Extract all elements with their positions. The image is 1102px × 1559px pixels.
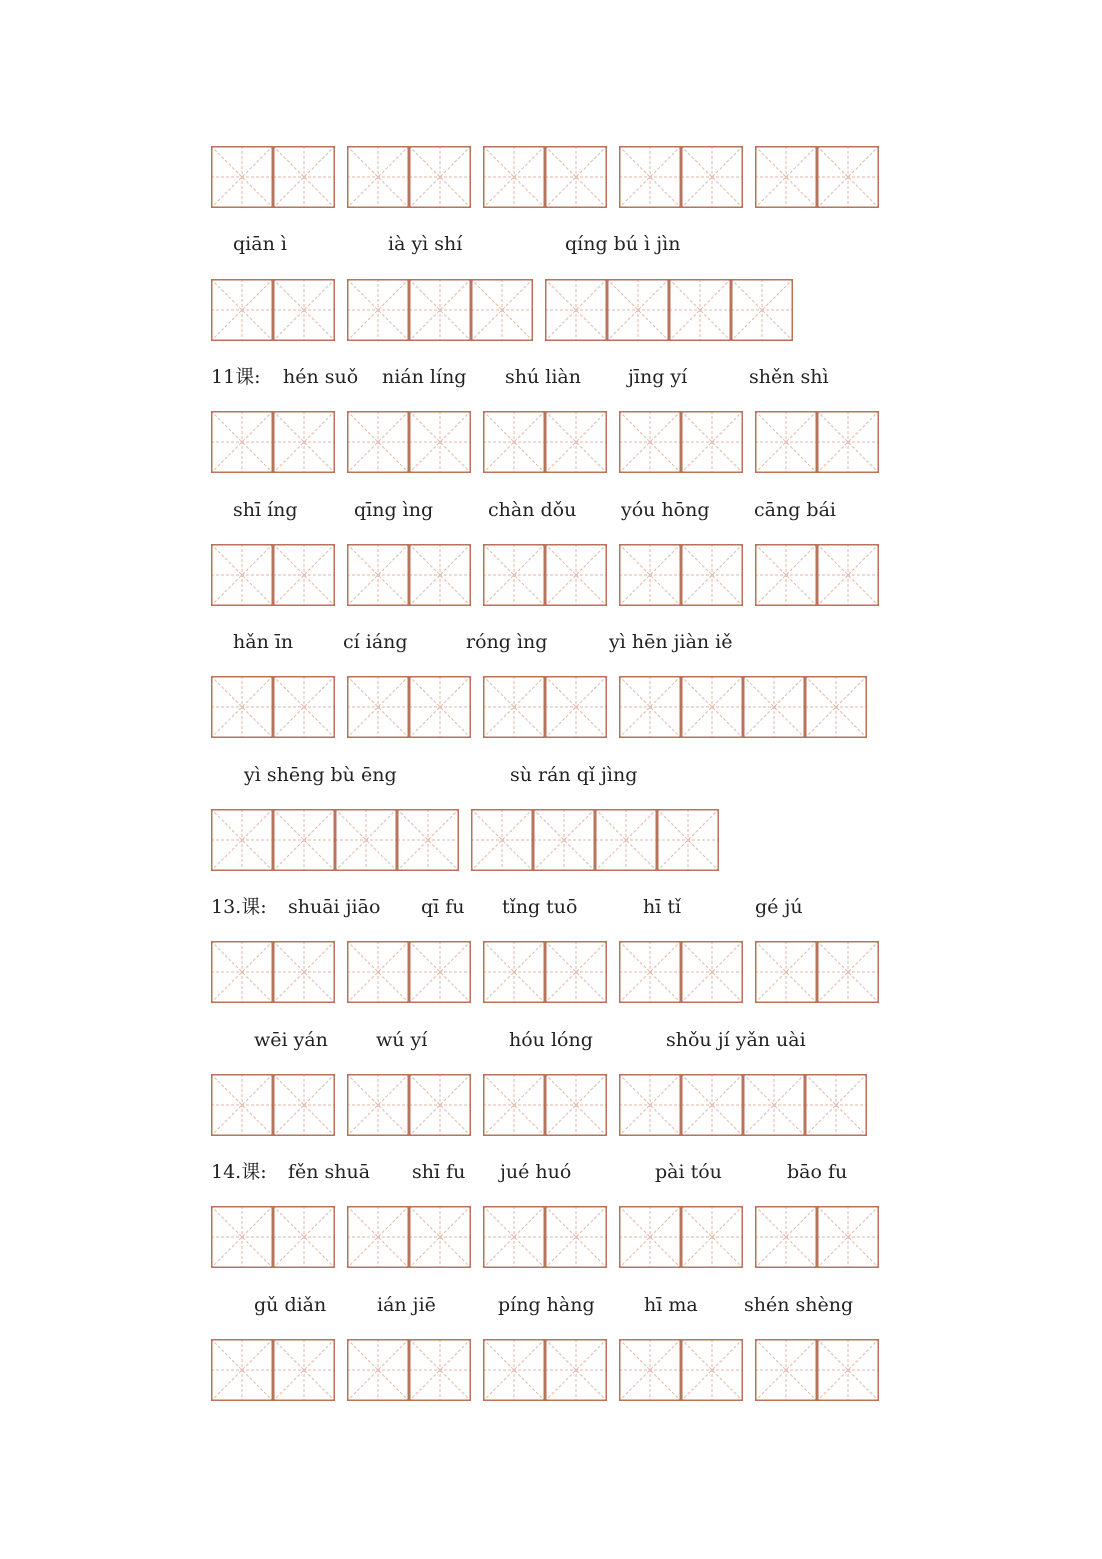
writing-cell[interactable] <box>273 1339 335 1401</box>
writing-cell[interactable] <box>681 1074 743 1136</box>
writing-grid-row <box>211 279 795 341</box>
pinyin-word: nián líng <box>382 366 467 388</box>
writing-cell[interactable] <box>211 146 273 208</box>
pinyin-word: shú liàn <box>505 366 581 388</box>
writing-cell[interactable] <box>545 1074 607 1136</box>
lesson-label: 14.课: <box>211 1161 267 1183</box>
writing-cell[interactable] <box>669 279 731 341</box>
pinyin-word: píng hàng <box>498 1294 595 1316</box>
writing-cell[interactable] <box>211 676 273 738</box>
writing-cell[interactable] <box>409 941 471 1003</box>
writing-cell[interactable] <box>397 809 459 871</box>
writing-cell[interactable] <box>619 941 681 1003</box>
writing-cell[interactable] <box>273 279 335 341</box>
pinyin-word: shī fu <box>412 1161 466 1183</box>
pinyin-word: cí iáng <box>343 631 408 653</box>
pinyin-word: shǒu jí yǎn uài <box>666 1029 806 1051</box>
pinyin-word: wú yí <box>376 1029 428 1051</box>
pinyin-word: chàn dǒu <box>488 499 577 521</box>
writing-cell[interactable] <box>347 411 409 473</box>
writing-cell[interactable] <box>817 941 879 1003</box>
pinyin-word: jué huó <box>500 1161 572 1183</box>
writing-grid-row <box>211 146 881 208</box>
writing-cell[interactable] <box>545 1206 607 1268</box>
pinyin-word: qī fu <box>421 896 465 918</box>
writing-cell[interactable] <box>409 146 471 208</box>
lesson-label: 11课: <box>211 366 261 388</box>
writing-grid-row <box>211 941 881 1003</box>
writing-cell[interactable] <box>619 411 681 473</box>
writing-cell[interactable] <box>483 1074 545 1136</box>
writing-cell[interactable] <box>743 676 805 738</box>
pinyin-word: shén shèng <box>744 1294 854 1316</box>
writing-cell[interactable] <box>273 411 335 473</box>
writing-cell[interactable] <box>545 146 607 208</box>
writing-grid-row <box>211 1339 881 1401</box>
pinyin-word: hī ma <box>644 1294 698 1316</box>
writing-cell[interactable] <box>755 941 817 1003</box>
pinyin-word: sù rán qǐ jìng <box>510 764 638 786</box>
writing-cell[interactable] <box>409 411 471 473</box>
pinyin-word: qīng ìng <box>354 499 434 521</box>
writing-cell[interactable] <box>211 279 273 341</box>
pinyin-word: hén suǒ <box>283 366 359 388</box>
pinyin-word: ián jiē <box>377 1294 436 1316</box>
writing-cell[interactable] <box>681 146 743 208</box>
writing-cell[interactable] <box>681 411 743 473</box>
writing-cell[interactable] <box>347 941 409 1003</box>
writing-cell[interactable] <box>347 279 409 341</box>
pinyin-word: yóu hōng <box>621 499 710 521</box>
writing-cell[interactable] <box>545 411 607 473</box>
writing-cell[interactable] <box>409 1074 471 1136</box>
writing-cell[interactable] <box>619 1206 681 1268</box>
writing-grid-row <box>211 809 721 871</box>
writing-cell[interactable] <box>817 1339 879 1401</box>
writing-grid-row <box>211 1074 869 1136</box>
writing-cell[interactable] <box>755 544 817 606</box>
writing-cell[interactable] <box>545 544 607 606</box>
pinyin-word: gǔ diǎn <box>254 1294 327 1316</box>
pinyin-word: jīng yí <box>628 366 688 388</box>
writing-cell[interactable] <box>409 1206 471 1268</box>
writing-cell[interactable] <box>471 279 533 341</box>
writing-cell[interactable] <box>211 1339 273 1401</box>
writing-cell[interactable] <box>273 809 335 871</box>
pinyin-word: pài tóu <box>655 1161 722 1183</box>
writing-cell[interactable] <box>347 676 409 738</box>
writing-cell[interactable] <box>619 1339 681 1401</box>
writing-cell[interactable] <box>755 1339 817 1401</box>
writing-cell[interactable] <box>755 146 817 208</box>
writing-cell[interactable] <box>755 1206 817 1268</box>
writing-cell[interactable] <box>681 941 743 1003</box>
writing-cell[interactable] <box>471 809 533 871</box>
pinyin-word: cāng bái <box>754 499 836 521</box>
writing-cell[interactable] <box>619 1074 681 1136</box>
writing-cell[interactable] <box>347 1206 409 1268</box>
writing-cell[interactable] <box>657 809 719 871</box>
writing-cell[interactable] <box>805 676 867 738</box>
pinyin-word: yì hēn jiàn iě <box>609 631 733 653</box>
writing-cell[interactable] <box>545 279 607 341</box>
writing-cell[interactable] <box>483 544 545 606</box>
writing-cell[interactable] <box>681 1339 743 1401</box>
pinyin-word: shuāi jiāo <box>288 896 381 918</box>
writing-cell[interactable] <box>273 146 335 208</box>
writing-grid-row <box>211 411 881 473</box>
writing-cell[interactable] <box>483 146 545 208</box>
writing-cell[interactable] <box>595 809 657 871</box>
writing-cell[interactable] <box>743 1074 805 1136</box>
pinyin-word: qiān ì <box>233 233 287 255</box>
writing-grid-row <box>211 1206 881 1268</box>
pinyin-word: róng ìng <box>466 631 548 653</box>
writing-cell[interactable] <box>817 146 879 208</box>
writing-cell[interactable] <box>817 1206 879 1268</box>
writing-grid-row <box>211 676 869 738</box>
writing-cell[interactable] <box>273 676 335 738</box>
writing-cell[interactable] <box>409 676 471 738</box>
writing-cell[interactable] <box>273 1074 335 1136</box>
writing-cell[interactable] <box>211 1074 273 1136</box>
writing-cell[interactable] <box>409 279 471 341</box>
writing-cell[interactable] <box>211 544 273 606</box>
writing-cell[interactable] <box>335 809 397 871</box>
writing-cell[interactable] <box>817 544 879 606</box>
writing-cell[interactable] <box>731 279 793 341</box>
pinyin-word: tǐng tuō <box>502 896 578 918</box>
writing-grid-row <box>211 544 881 606</box>
writing-cell[interactable] <box>483 1206 545 1268</box>
writing-cell[interactable] <box>545 676 607 738</box>
writing-cell[interactable] <box>483 1339 545 1401</box>
pinyin-word: fěn shuā <box>288 1161 371 1183</box>
lesson-label: 13.课: <box>211 896 267 918</box>
writing-cell[interactable] <box>211 1206 273 1268</box>
writing-cell[interactable] <box>805 1074 867 1136</box>
writing-cell[interactable] <box>409 1339 471 1401</box>
pinyin-word: gé jú <box>755 896 803 918</box>
writing-cell[interactable] <box>409 544 471 606</box>
writing-cell[interactable] <box>755 411 817 473</box>
pinyin-word: shěn shì <box>749 366 829 388</box>
writing-cell[interactable] <box>211 411 273 473</box>
writing-cell[interactable] <box>545 941 607 1003</box>
writing-cell[interactable] <box>681 544 743 606</box>
writing-cell[interactable] <box>681 1206 743 1268</box>
pinyin-word: hǎn īn <box>233 631 294 653</box>
writing-cell[interactable] <box>483 411 545 473</box>
writing-cell[interactable] <box>817 411 879 473</box>
writing-cell[interactable] <box>347 1339 409 1401</box>
pinyin-word: hóu lóng <box>509 1029 593 1051</box>
writing-cell[interactable] <box>619 146 681 208</box>
writing-cell[interactable] <box>273 941 335 1003</box>
writing-cell[interactable] <box>533 809 595 871</box>
writing-cell[interactable] <box>681 676 743 738</box>
writing-cell[interactable] <box>619 676 681 738</box>
writing-cell[interactable] <box>607 279 669 341</box>
writing-cell[interactable] <box>545 1339 607 1401</box>
writing-cell[interactable] <box>483 676 545 738</box>
pinyin-word: qíng bú ì jìn <box>565 233 681 255</box>
pinyin-word: wēi yán <box>254 1029 328 1051</box>
pinyin-word: hī tǐ <box>643 896 682 918</box>
writing-cell[interactable] <box>211 941 273 1003</box>
writing-cell[interactable] <box>273 544 335 606</box>
pinyin-word: bāo fu <box>787 1161 848 1183</box>
pinyin-word: yì shēng bù ēng <box>244 764 397 786</box>
pinyin-word: ià yì shí <box>388 233 463 255</box>
writing-cell[interactable] <box>347 146 409 208</box>
writing-cell[interactable] <box>483 941 545 1003</box>
pinyin-word: shī íng <box>233 499 298 521</box>
writing-cell[interactable] <box>273 1206 335 1268</box>
writing-cell[interactable] <box>347 1074 409 1136</box>
writing-cell[interactable] <box>347 544 409 606</box>
writing-cell[interactable] <box>619 544 681 606</box>
writing-cell[interactable] <box>211 809 273 871</box>
